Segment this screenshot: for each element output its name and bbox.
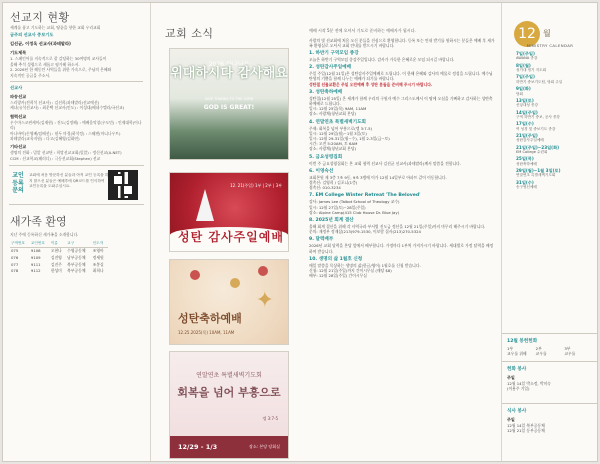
volunteer-label: 주일 [507,375,515,380]
news-intro: 예배 시작 5분 전에 오셔서 기도로 준비하는 예배자가 됩시다. [309,28,416,33]
col-member-no: 교인번호 [30,240,50,247]
poster-dawn-prayer-title: 회복을 넘어 부흥으로 [177,386,281,399]
ornament-icon [258,266,268,276]
event-date: 7일(주일) [516,74,535,80]
registration-box [9,165,144,205]
section-head-missionary: 선교사 [10,85,23,91]
prayer-line-1: 1. 스페인어를 지속적으로 잘 감당하는 30여명의 교사들이 [10,56,107,62]
event-date: 25일(목) [516,156,534,162]
calendar-event [516,180,592,190]
table-row [10,261,108,268]
news-item-body: 2026년 교회 달력을 본당 앞에서 배부합니다. 가정마다 1부씩 가져가시기 바랍니다. 세대별로 가정 달력을 배정하여 받습니다. [309,243,494,254]
other-line-2: CCM : 선교학교(패러디) : 극동선교회(Stephen) 선교 [10,155,101,161]
divider [10,81,143,82]
news-item [309,193,495,215]
offering-service: 2부 [535,346,542,351]
event-date: 8일(월) [516,62,531,68]
partner-line-3: 과테말라(교육지원) : 다고(김혜영/김화연) [10,136,80,142]
offering-note: 교우를 [535,351,547,356]
poster-thanksgiving-eng: GOD IS GREAT! [203,104,255,111]
meal-row: 12월 14일 북부공동체 [507,423,545,428]
event-date: 21일(주일) [516,132,538,138]
event-name: 구역 하반기 중보, 공사 종강 [516,114,560,119]
table-row [10,254,108,261]
cell: 남부공동체 [67,255,86,261]
left-column [3,3,151,461]
news-item-head: 10. 생명의 삶 1월호 신청 [309,256,363,262]
news-item-body: 주일 주일(12월 21일)은 성탄감사주일예배로 드립니다. 이 한해 은혜와 감사의 예물로 정성을 드립니다. 예수님 탄생의 기쁨을 함께 나누는 예배가 되기를 바랍니다. [309,71,493,82]
cell: 9109 [30,255,41,261]
partner-line-2: 아나바이(손영배/임배선) : 원두 마경(하석정) : 스웨덴(마니나우트) [10,130,121,136]
other-line-1: 생명의 전화 : 밀알 선교단 : 희망선교교회(밀알) : 정신선교(A-NET) [10,150,122,156]
volunteer-row: 12월 14일 박소정, 박미숙 [507,381,551,386]
news-item-head: 6. 이영숙선 [309,168,334,174]
month-label: 월 [543,29,551,38]
meal-label: 주일 [507,417,515,422]
news-item-extra: 일시: 12월 29일(월)~1월 3일(토) [309,130,367,136]
flower-volunteer-box [502,361,598,391]
news-welcome: 사랑의 빛 선교회에 처음 오신 분들을 진심으로 환영합니다. 등록 또는 안내 받기를 원하시는 분들은 예배 후 새가족 환영실로 오셔서 교회 안내를 받으시기 바랍니다. [309,37,495,48]
event-name: 신앙대성 종강 [516,103,538,108]
news-item-extra: 일시: 12월 25일(목) 9AM, 11AM [309,106,367,112]
prayer-line-2: 올해 추석 성령으로 새롭고 평가해 하소서. [10,61,80,67]
news-item-extra: 신청: 12월 21일(주일)까지 간이시무실 (매당 $8) [309,268,392,274]
offering-col [536,346,565,356]
event-date: 7일(주일) [516,51,535,56]
calendar-event [516,110,592,120]
meal-volunteer-box [502,403,598,433]
prayer-mission-heading: 금주의 선교사 중보기도 [10,32,54,38]
offering-col [507,346,536,356]
poster-christmas-celebration-date: 12.25.2025(목) 10AM, 11AM [178,330,235,335]
sending-line-2: 케냐(유석선교사) : 최운택 선교사(인도) : 이성대(베네수엘라/국선교) [10,105,125,111]
news-item-body: 성탄절(12월 25일) 온 세계가 함께 우리의 구원자 예수 그리스도께서 이 땅에 오심을 기뻐하고 감사하는 성탄축하예배로 드립니다. [309,95,493,107]
news-item [309,218,495,234]
news-item-head: 9. 달력배부 [309,237,334,243]
offering-columns [502,346,598,356]
calendar-event [516,168,592,178]
section-head-other: 기타선교 [10,144,27,150]
news-text-column [309,3,495,461]
event-name: 송구영신예배 [516,185,537,190]
event-name: 하반기 중보기도팀, 당회 주일 [516,79,563,84]
news-item [309,120,495,152]
section-head-partner: 협력선교 [10,113,27,119]
news-item [309,155,495,166]
event-name: 연말연초 특별새벽기도회 [516,173,556,178]
mission-intro: 세계를 품고 기도하는 교회, 땅끝을 향한 교회 우리교회 [10,25,101,30]
cell: 정세원 [92,255,104,261]
calendar-event [516,98,592,108]
calendar-event [516,156,592,166]
offering-note: 교우를 [564,351,576,356]
news-item-head: 1. 하반기 구역모임 종강 [309,51,359,56]
event-name: 여 성경 및 중보기도 종강 [516,126,556,131]
poster-thanksgiving[interactable] [169,48,289,160]
cell: 김진주 [50,261,62,267]
news-item-highlight: 성탄절 선물교환은 주일 오전예배 후 성탄 분들을 준비해 주시기 바랍니다. [309,81,433,87]
event-date: 17일(수) [516,121,534,127]
poster-dawn-prayer-top: 연말연초 특별새벽기도회 [196,372,262,379]
poster-christmas-thanks-date: 12. 21(주일) 1부 | 2부 | 3부 [230,183,282,188]
news-item-head: 5. 금요성령집회 [309,154,343,160]
poster-thanksgiving-top: 2026 하나님은 [208,61,250,68]
new-family-intro: 지난 주에 등록하신 새가족을 소개합니다. [10,232,79,238]
calendar-subtitle: MINISTRY CALENDAR [526,43,574,48]
cell: 9112 [30,268,41,274]
cell: 북부공동체 [67,261,86,267]
cell: 9111 [30,261,41,267]
news-item [309,257,495,279]
prayer-topic-label: 기도제목 [10,50,27,56]
news-item-body: 교회본원 제 3층 7조 9동, 9조 3병에 이가 12월 14일부로 아파트 같이 이동합니다. [309,174,447,180]
month-number: 12 [514,21,540,47]
poster-christmas-celebration-title: 성탄축하예배 [178,312,242,325]
poster-thanksgiving-title: 위대하시다 감사해요 [170,66,288,81]
cell: 수영공동체 [67,248,86,254]
bulletin-sheet [2,2,598,462]
event-date: 14일(주일) [516,109,538,115]
table-row [10,268,108,275]
calendar-event [516,133,592,143]
news-item-body: 주제: 회복을 넘어 부흥으로(엡 3:7-5) [309,125,372,131]
meal-title: 식사 봉사 [507,409,527,414]
church-news-title: 교회 소식 [165,27,214,40]
event-date: 13일(토) [516,97,534,103]
news-item-head: 4. 연말연초 특별새벽기도회 [309,119,366,125]
table-row [10,247,108,254]
event-date: 9일(화) [516,86,531,92]
new-family-table [10,240,108,274]
cell: 한성미 [50,268,62,274]
offering-note: 교우를 위해 [507,351,527,356]
news-item-head: 2. 성탄감사주일예배 [309,65,352,71]
col-district: 구역번호 [10,240,30,247]
meal-row: 12월 21일 동부공동체 [507,428,545,433]
news-item-extra: 접촉선: 김영희 / 김포니(1층) [309,180,358,186]
missionary-name: 김선균, 이정옥 선교사(과테말라) [10,41,71,47]
calendar-event [516,51,592,61]
offering-service: 1부 [507,346,514,351]
event-name: EM College 수련회 [516,150,548,155]
news-item-body: 이번 주 금요성령집회는 본 교회 협력 선교사 김선균 선교사(과테말라)께서 말씀을 전합니다. [309,160,461,166]
news-item-extra: 접촉선: 010-3234 [309,185,341,191]
cell: 김진영 [50,255,62,261]
calendar-event [516,63,592,73]
ornament-icon [190,270,200,280]
cell: 북부공동체 [67,268,86,274]
event-date: 21일(주일)~23일(화) [516,144,560,150]
news-item-extra: 일시: 12월 29-31일(월~수), 1월 2-3일(금~토) [309,136,390,142]
partner-line-1: 우수마스코핀케이(김재현) : 진도(김정해) : 예배음악창(우도민) : 인제대학(이나리) [10,119,142,131]
offering-service: 3부 [564,346,571,351]
event-name: AWANA 종강 [516,56,538,61]
news-item [309,65,495,87]
news-item-head: 8. 2025년 회계 결산 [309,218,354,224]
poster-dawn-prayer-verse: 엡 3:7-5 [262,416,278,421]
col-name: 이름 [50,240,66,247]
news-item-extra: 시간: 오전 5:20AM, 토 6AM [309,141,358,147]
news-item-head: 7. EM College Winter Retreat 'The Beloved' [309,193,421,199]
news-item-extra: 일시: 12월 27일(토)~28일(주일) [309,204,366,210]
volunteer-row: (이용주 기일) [507,386,530,391]
registration-title: 교인 등록 문의 [12,172,24,195]
news-item-body: 올해 회계 결산을 위해 각 사역국과 부서별 진도금 정산을 12월 21일(주일)까지 마무리 해주시기 바랍니다. [309,224,486,230]
news-item-extra: 장소: 사랑채(청년교회 본당) [309,111,357,117]
news-item-body: 오늘은 하반기 구역모임 종강주일입니다. 감사가 가득한 은혜로운 모임 되시길 바랍니다. [309,57,455,62]
ministry-calendar-column [501,3,597,461]
news-item-extra: 배부: 12월 28일(주일) 간이시무실 [309,273,367,279]
registration-text: 교회에 처음 방문하신 분들과 아직 교인 등록을 하지 않으신 분들은 예배후에 QR코드를 인식하여 교인등록을 도와주십시요. [29,173,109,189]
cell: 조영아 [92,248,104,254]
cell: 076 [11,255,19,261]
poster-christmas-celebration[interactable] [169,259,289,345]
event-name: 성탄축하예배 [516,161,537,166]
news-item-body: 강사: James Lee (Talbot School of Theology 교수) [309,199,400,205]
news-item [309,90,495,117]
event-date: 29일(월)~1월 3일(토) [516,168,561,174]
cell: 078 [11,268,19,274]
news-posters-column [161,3,297,461]
calendar-event [516,145,592,155]
col-parish: 교구 [66,240,92,247]
cell: 077 [11,261,19,267]
poster-dawn-prayer-place: 장소: 본당 당회실 [249,444,280,449]
calendar-event [516,74,592,84]
news-item-body: 매일 말씀을 묵상하는 생명의 삶(한글/영어) 1월호를 신청 받습니다. [309,262,421,268]
news-item [309,169,495,191]
cell: 9108 [30,248,41,254]
cell: 오현나 [50,248,62,254]
cell: 조봉실 [92,261,104,267]
news-item [309,237,495,253]
news-item-extra: 장소: Alpine Camp(415 Club House Dr. Blue Jay) [309,209,400,215]
poster-dawn-prayer-dates: 12/29 - 1/3 [178,443,218,451]
poster-christmas-thanks-title: 성탄 감사주일예배 [178,230,284,244]
prayer-line-3: 2. 2026년 한 해동안 사역들을 위한 가속으로, 주님의 은혜와 [10,67,112,73]
event-name: 당회 [516,91,523,96]
poster-christmas-thanks[interactable] [169,172,289,252]
mission-status-title: 선교지 현황 [10,11,70,24]
table-header-row [10,240,108,247]
news-item-head: 3. 성탄축하예배 [309,89,343,95]
offering-col [564,346,593,356]
cell: 075 [11,248,19,254]
poster-dawn-prayer[interactable] [169,351,289,459]
volunteer-title: 헌화 봉사 [507,367,527,372]
calendar-list [516,51,592,191]
mission-status-body [3,25,150,161]
news-item [309,51,495,62]
qr-code-icon[interactable] [108,170,138,200]
event-name: 성탄감사주일예배 [516,138,544,143]
section-head-sending: 파송선교 [10,94,27,100]
col-guide: 인도자 [92,240,108,247]
prayer-line-4: 지속적인 공급을 주소서. [10,72,51,78]
cell: 최희나 [92,268,104,274]
poster-thanksgiving-sub: GIVE THANKS TO THE LORD [204,97,254,101]
event-date: 31일(수) [516,179,534,185]
offering-box [502,333,598,356]
calendar-event [516,86,592,96]
event-name: 성가대 정기 지도회 [516,68,547,73]
star-icon: ✦ [255,288,274,313]
news-item-extra: 장소: 사랑채(청년교회 본당) [309,146,357,152]
offering-title: 12월 봉헌헌화 [507,339,538,344]
new-family-title: 새가족 환영 [10,215,67,229]
news-item-extra: 문의: 재정부 정재삼(213)979-1530, 이보람 집사(213)270-5324 [309,229,421,235]
christmas-tree-icon [196,189,214,221]
sending-line-1: 스리랑카(전희석 선교사) : 김선희(과테말라/선교에선) [10,100,100,106]
calendar-event [516,121,592,131]
ornament-icon [230,278,240,288]
